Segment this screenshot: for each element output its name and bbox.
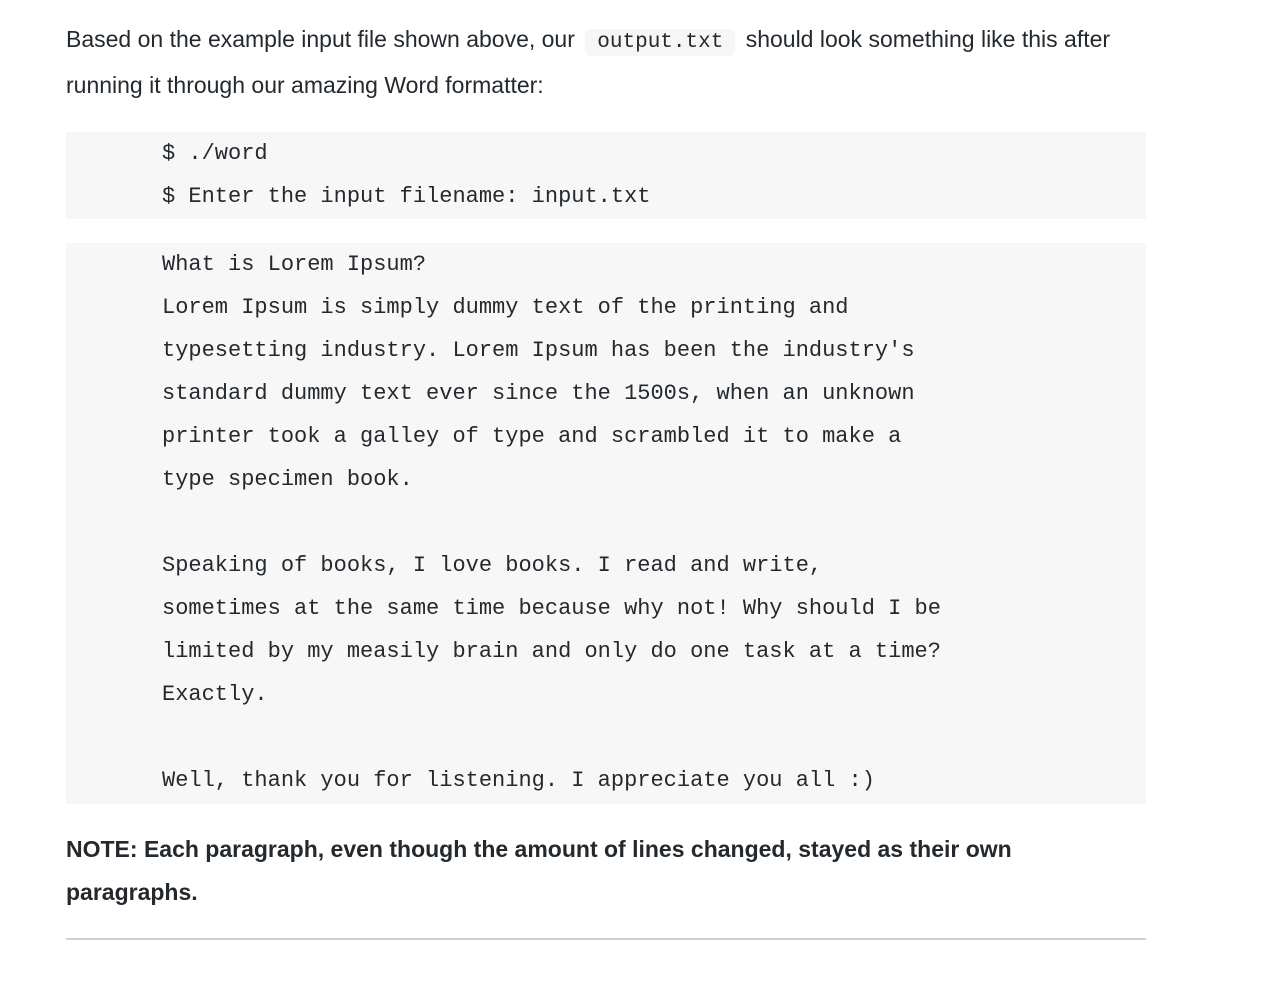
code-line: printer took a galley of type and scrambled it to make a — [162, 424, 902, 449]
code-blank-line — [162, 501, 1146, 544]
code-line: typesetting industry. Lorem Ipsum has been the industry's — [162, 338, 915, 363]
code-blank-line — [162, 716, 1146, 759]
code-line: Well, thank you for listening. I appreciate you all :) — [162, 768, 875, 793]
code-line: What is Lorem Ipsum? — [162, 252, 427, 277]
code-line: Speaking of books, I love books. I read and write, — [162, 553, 823, 578]
output-code-block — [66, 243, 1146, 804]
command-code-block — [66, 132, 1146, 219]
note-paragraph: NOTE: Each paragraph, even though the amount of lines changed, stayed as their own paragraphs. — [66, 836, 1012, 905]
intro-paragraph — [66, 18, 1146, 107]
intro-text-before: Based on the example input file shown above, our — [66, 26, 582, 52]
intro-text-after: should look something like this after running it through our amazing Word formatter: — [66, 26, 1111, 98]
output-filename-code: output.txt — [585, 29, 735, 56]
horizontal-rule — [66, 938, 1146, 940]
code-line: standard dummy text ever since the 1500s, when an unknown — [162, 381, 915, 406]
code-line: sometimes at the same time because why not! Why should I be — [162, 596, 941, 621]
code-line: $ Enter the input filename: input.txt — [162, 184, 651, 209]
code-line: Exactly. — [162, 682, 268, 707]
code-line: $ ./word — [162, 141, 268, 166]
code-line: Lorem Ipsum is simply dummy text of the printing and — [162, 295, 849, 320]
code-line: type specimen book. — [162, 467, 413, 492]
code-line: limited by my measily brain and only do one task at a time? — [162, 639, 941, 664]
document-content — [66, 18, 1146, 940]
